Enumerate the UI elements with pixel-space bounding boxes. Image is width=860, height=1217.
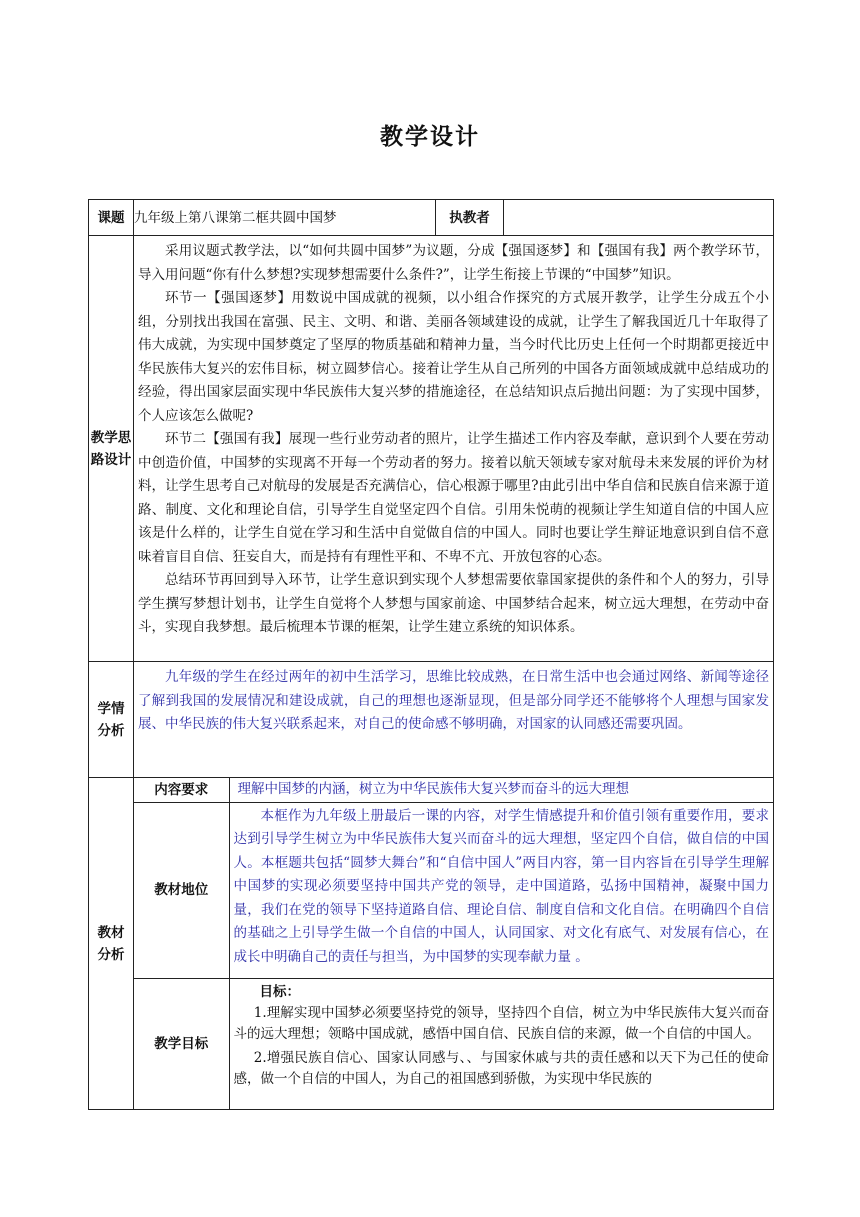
learners-content xyxy=(134,662,774,778)
materials-inner-table xyxy=(134,778,773,1109)
topic-row xyxy=(89,200,774,236)
requirement-text: 理解中国梦的内涵，树立为中华民族伟大复兴梦而奋斗的远大理想 xyxy=(229,778,773,802)
learners-label-line1: 学情 xyxy=(97,700,125,717)
position-text: 本框作为九年级上册最后一课的内容，对学生情感提升和价值引领有重要作用，要求达到引导学生树立为中华民族伟大复兴而奋斗的远大理想，坚定四个自信，做自信的中国人。本框题共包括“圆梦大舞台”和“自信中国人”两目内容，第一目内容旨在引导学生理解中国梦的实现必须要坚持中国共产党的领导，走中国道路，弘扬中国精神，凝聚中国力量，我们在党的领导下坚持道路自信、理论自信、制度自信和文化自信。在明确四个自信的基础之上引导学生做一个自信的中国人，认同国家、对文化有底气、对发展有信心，在成长中明确自己的责任与担当，为中国梦的实现奉献力量 。 xyxy=(233,807,769,965)
design-paragraph: 采用议题式教学法，以“如何共圆中国梦”为议题，分成【强国逐梦】和【强国有我】两个教学环节，导入用问题“你有什么梦想?实现梦想需要什么条件?”，让学生衔接上节课的“中国梦”知识。 xyxy=(138,243,769,283)
position-row xyxy=(134,802,773,978)
goal-item: 1.理解实现中国梦必须要坚持党的领导，坚持四个自信，树立为中华民族伟大复兴而奋斗的远大理想；领略中国成就，感悟中国自信、民族自信的来源，做一个自信的中国人。 xyxy=(233,1004,769,1042)
goal-item: 2.增强民族自信心、国家认同感与、、与国家休戚与共的责任感和以天下为己任的使命感，做一个自信的中国人，为自己的祖国感到骄傲，为实现中华民族的 xyxy=(233,1049,769,1087)
materials-row xyxy=(89,778,774,1110)
topic-label: 课题 xyxy=(89,200,134,236)
design-row xyxy=(89,236,774,662)
position-content xyxy=(229,802,773,978)
design-paragraph: 环节二【强国有我】展现一些行业劳动者的照片，让学生描述工作内容及奉献，意识到个人要在劳动中创造价值，中国梦的实现离不开每一个劳动者的努力。接着以航天领域专家对航母未来发展的评价为材料，让学生思考自己对航母的发展是否充满信心，信心根源于哪里?由此引出中华自信和民族自信来源于道路、制度、文化和理论自信，引导学生自觉坚定四个自信。引用朱悦萌的视频让学生知道自信的中国人应该是什么样的，让学生自觉在学习和生活中自觉做自信的中国人。同时也要让学生辩证地意识到自信不意味着盲目自信、狂妄自大，而是持有有理性平和、不卑不亢、开放包容的心态。 xyxy=(138,431,769,565)
goals-row xyxy=(134,978,773,1109)
design-label-line2: 路设计 xyxy=(90,451,132,468)
learners-label-line2: 分析 xyxy=(97,722,125,739)
teacher-label: 执教者 xyxy=(436,200,504,236)
materials-label-line1: 教材 xyxy=(97,924,125,941)
design-label xyxy=(89,236,134,662)
goals-heading: 目标： xyxy=(259,983,300,1000)
requirement-label: 内容要求 xyxy=(134,778,229,802)
topic-value: 九年级上第八课第二框共圆中国梦 xyxy=(134,200,436,236)
document-title: 教学设计 xyxy=(380,124,480,150)
design-paragraph: 环节一【强国逐梦】用数说中国成就的视频，以小组合作探究的方式展开教学，让学生分成五个小组，分别找出我国在富强、民主、文明、和谐、美丽各领域建设的成就，让学生了解我国近几十年取得了伟大成就，为实现中国梦奠定了坚厚的物质基础和精神力量，当今时代比历史上任何一个时期都更接近中华民族伟大复兴的宏伟目标，树立圆梦信心。接着让学生从自己所列的中国各方面领域成就中总结成功的经验，得出国家层面实现中华民族伟大复兴梦的措施途径，在总结知识点后抛出问题：为了实现中国梦，个人应该怎么做呢? xyxy=(138,290,769,424)
position-label: 教材地位 xyxy=(134,802,229,978)
learners-label xyxy=(89,662,134,778)
design-paragraph: 总结环节再回到导入环节，让学生意识到实现个人梦想需要依靠国家提供的条件和个人的努力，引导学生撰写梦想计划书，让学生自觉将个人梦想与国家前途、中国梦结合起来，树立远大理想，在劳动中奋斗，实现自我梦想。最后梳理本节课的框架，让学生建立系统的知识体系。 xyxy=(138,572,769,635)
materials-label xyxy=(89,778,134,1110)
requirement-row xyxy=(134,778,773,802)
materials-label-line2: 分析 xyxy=(97,946,125,963)
teacher-value xyxy=(504,200,774,236)
goals-label: 教学目标 xyxy=(134,978,229,1109)
learners-row xyxy=(89,662,774,778)
design-label-line1: 教学思 xyxy=(90,429,132,446)
lesson-plan-table xyxy=(88,199,774,1110)
goals-content xyxy=(229,978,773,1109)
design-content xyxy=(134,236,774,662)
materials-content xyxy=(134,778,774,1110)
learners-text: 九年级的学生在经过两年的初中生活学习，思维比较成熟，在日常生活中也会通过网络、新闻等途径了解到我国的发展情况和建设成就，自己的理想也逐渐显现，但是部分同学还不能够将个人理想与国家发展、中华民族的伟大复兴联系起来，对自己的使命感不够明确，对国家的认同感还需要巩固。 xyxy=(138,669,769,732)
